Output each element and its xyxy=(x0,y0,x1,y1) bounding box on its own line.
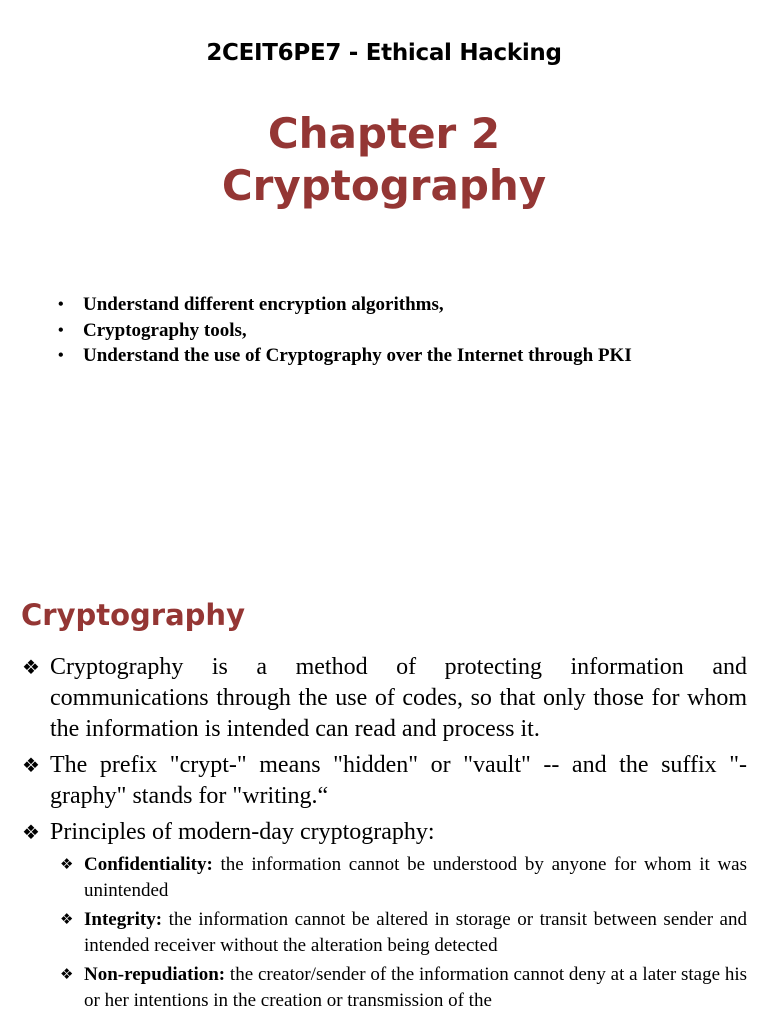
chapter-number: Chapter 2 xyxy=(267,109,501,158)
principle-text: the information cannot be altered in storage or transit between sender and intended receiver without the alteration being detected xyxy=(84,909,747,956)
point-item xyxy=(22,652,747,745)
point-text: Principles of modern-day cryptography: xyxy=(50,819,435,845)
principle-text: the creator/sender of the information cannot deny at a later stage his or her intentions in the creation or transmission of the xyxy=(84,964,747,1011)
principle-item xyxy=(60,907,747,958)
point-item xyxy=(22,750,747,812)
principle-term: Integrity: xyxy=(84,909,163,930)
point-text: The prefix "crypt-" means "hidden" or "vault" -- and the suffix "-graphy" stands for "writing.“ xyxy=(50,752,747,809)
bullet-icon: • xyxy=(58,296,64,313)
bullet-icon: • xyxy=(58,321,64,339)
course-title: 2CEIT6PE7 - Ethical Hacking xyxy=(206,40,562,66)
diamond-bullet-icon: ❖ xyxy=(22,655,40,679)
point-item xyxy=(22,817,747,1013)
principle-item xyxy=(60,962,747,1013)
bullet-icon: • xyxy=(58,347,64,364)
point-text: Cryptography is a method of protecting information and communications through the use of codes, so that only those for whom the information is intended can read and process it. xyxy=(50,654,747,742)
objective-item xyxy=(58,343,718,369)
objective-text: Understand different encryption algorithms, xyxy=(83,294,444,315)
points-list xyxy=(22,652,747,1018)
objective-item xyxy=(58,292,718,318)
objective-item xyxy=(58,318,718,344)
chapter-title xyxy=(0,108,768,212)
diamond-bullet-icon: ❖ xyxy=(22,753,40,777)
diamond-bullet-icon: ❖ xyxy=(60,965,74,983)
diamond-bullet-icon: ❖ xyxy=(60,855,74,873)
section-title: Cryptography xyxy=(21,598,245,632)
objective-text: Understand the use of Cryptography over the Internet through PKI xyxy=(83,345,632,366)
diamond-bullet-icon: ❖ xyxy=(22,820,40,844)
principles-list xyxy=(60,852,747,1013)
principle-item xyxy=(60,852,747,903)
chapter-name: Cryptography xyxy=(221,161,547,210)
principle-text: the information cannot be understood by anyone for whom it was unintended xyxy=(84,854,747,901)
content-slide xyxy=(0,576,768,1036)
principle-term: Confidentiality: xyxy=(84,854,213,875)
diamond-bullet-icon: ❖ xyxy=(60,910,74,928)
objectives-list xyxy=(58,292,718,369)
objective-text: Cryptography tools, xyxy=(83,319,247,341)
principle-term: Non-repudiation: xyxy=(84,964,226,985)
